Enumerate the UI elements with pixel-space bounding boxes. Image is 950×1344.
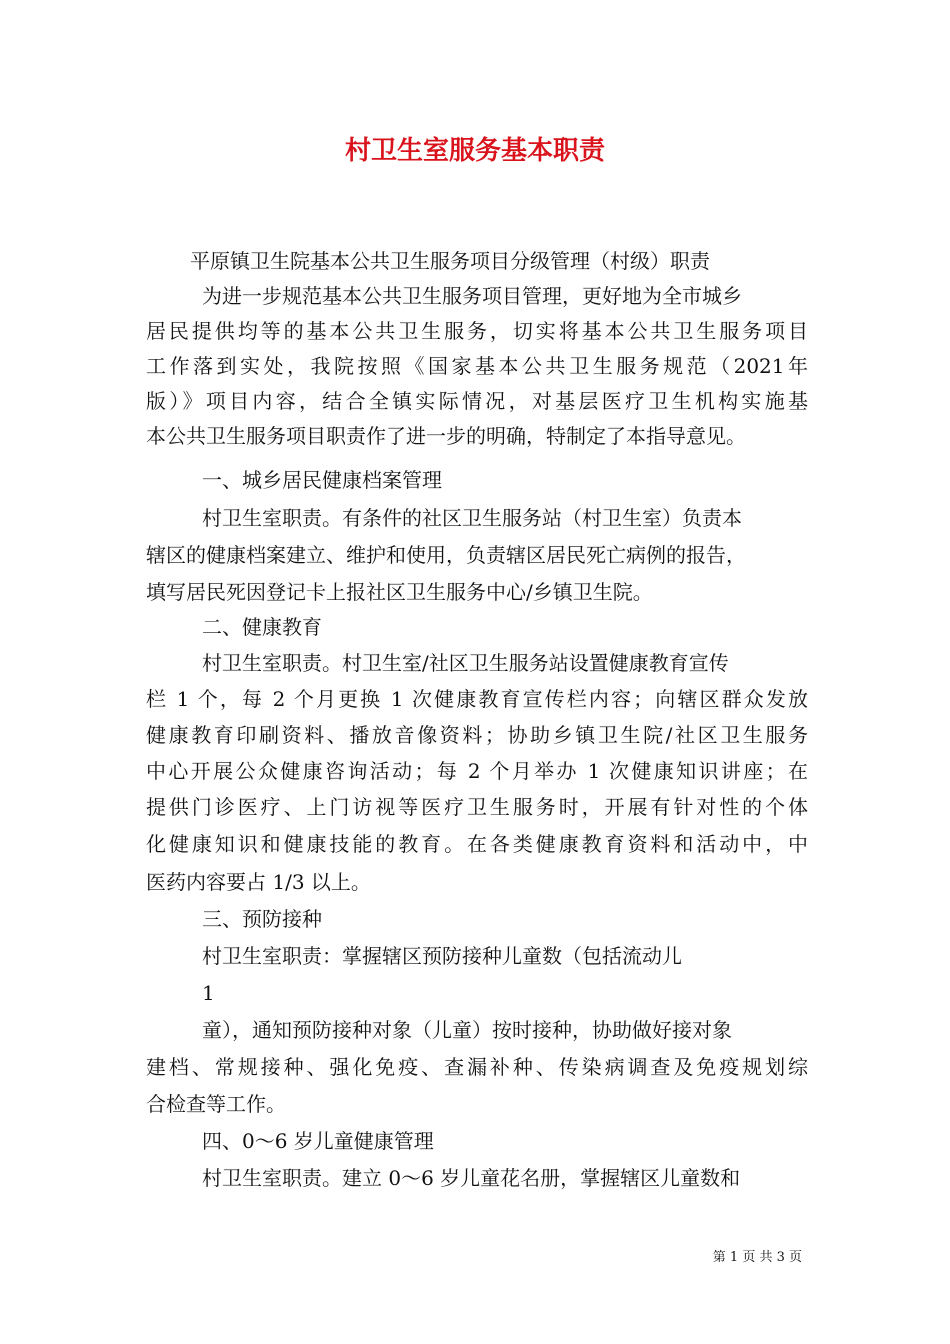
section-heading: 二、健康教育	[202, 615, 322, 639]
paragraph-line: 健康教育印刷资料、播放音像资料；协助乡镇卫生院/社区卫生服务	[146, 723, 808, 747]
paragraph-line: 童），通知预防接种对象（儿童）按时接种，协助做好接对象	[202, 1018, 732, 1042]
paragraph-line: 村卫生室职责。建立 0～6 岁儿童花名册，掌握辖区儿童数和	[202, 1166, 741, 1190]
paragraph-line: 村卫生室职责：掌握辖区预防接种儿童数（包括流动儿	[202, 944, 682, 968]
subtitle-line: 平原镇卫生院基本公共卫生服务项目分级管理（村级）职责	[190, 249, 710, 273]
paragraph-line: 合检查等工作。	[146, 1092, 286, 1116]
paragraph-line: 栏 1 个，每 2 个月更换 1 次健康教育宣传栏内容；向辖区群众发放	[146, 687, 808, 711]
page-footer: 第 1 页 共 3 页	[712, 1250, 802, 1265]
paragraph-line: 为进一步规范基本公共卫生服务项目管理，更好地为全市城乡	[202, 284, 742, 308]
paragraph-line: 版）》项目内容，结合全镇实际情况，对基层医疗卫生机构实施基	[146, 389, 808, 413]
paragraph-line: 医药内容要占 1/3 以上。	[146, 870, 371, 894]
paragraph-line: 工作落到实处，我院按照《国家基本公共卫生服务规范（2021年	[146, 354, 808, 378]
paragraph-line: 填写居民死因登记卡上报社区卫生服务中心/乡镇卫生院。	[146, 580, 653, 604]
section-heading: 一、城乡居民健康档案管理	[202, 468, 442, 492]
paragraph-line: 村卫生室职责。有条件的社区卫生服务站（村卫生室）负责本	[202, 506, 742, 530]
paragraph-line: 辖区的健康档案建立、维护和使用，负责辖区居民死亡病例的报告，	[146, 543, 746, 567]
page-break-number: 1	[202, 981, 215, 1005]
paragraph-line: 中心开展公众健康咨询活动；每 2 个月举办 1 次健康知识讲座；在	[146, 759, 808, 783]
paragraph-line: 村卫生室职责。村卫生室/社区卫生服务站设置健康教育宣传	[202, 651, 729, 675]
paragraph-line: 建档、常规接种、强化免疫、查漏补种、传染病调查及免疫规划综	[146, 1055, 808, 1079]
paragraph-line: 化健康知识和健康技能的教育。在各类健康教育资料和活动中，中	[146, 832, 808, 856]
document-title: 村卫生室服务基本职责	[344, 136, 605, 166]
paragraph-line: 居民提供均等的基本公共卫生服务，切实将基本公共卫生服务项目	[146, 319, 808, 343]
section-heading: 三、预防接种	[202, 907, 322, 931]
paragraph-line: 提供门诊医疗、上门访视等医疗卫生服务时，开展有针对性的个体	[146, 795, 808, 819]
section-heading: 四、0～6 岁儿童健康管理	[202, 1129, 434, 1153]
paragraph-line: 本公共卫生服务项目职责作了进一步的明确，特制定了本指导意见。	[146, 424, 746, 448]
